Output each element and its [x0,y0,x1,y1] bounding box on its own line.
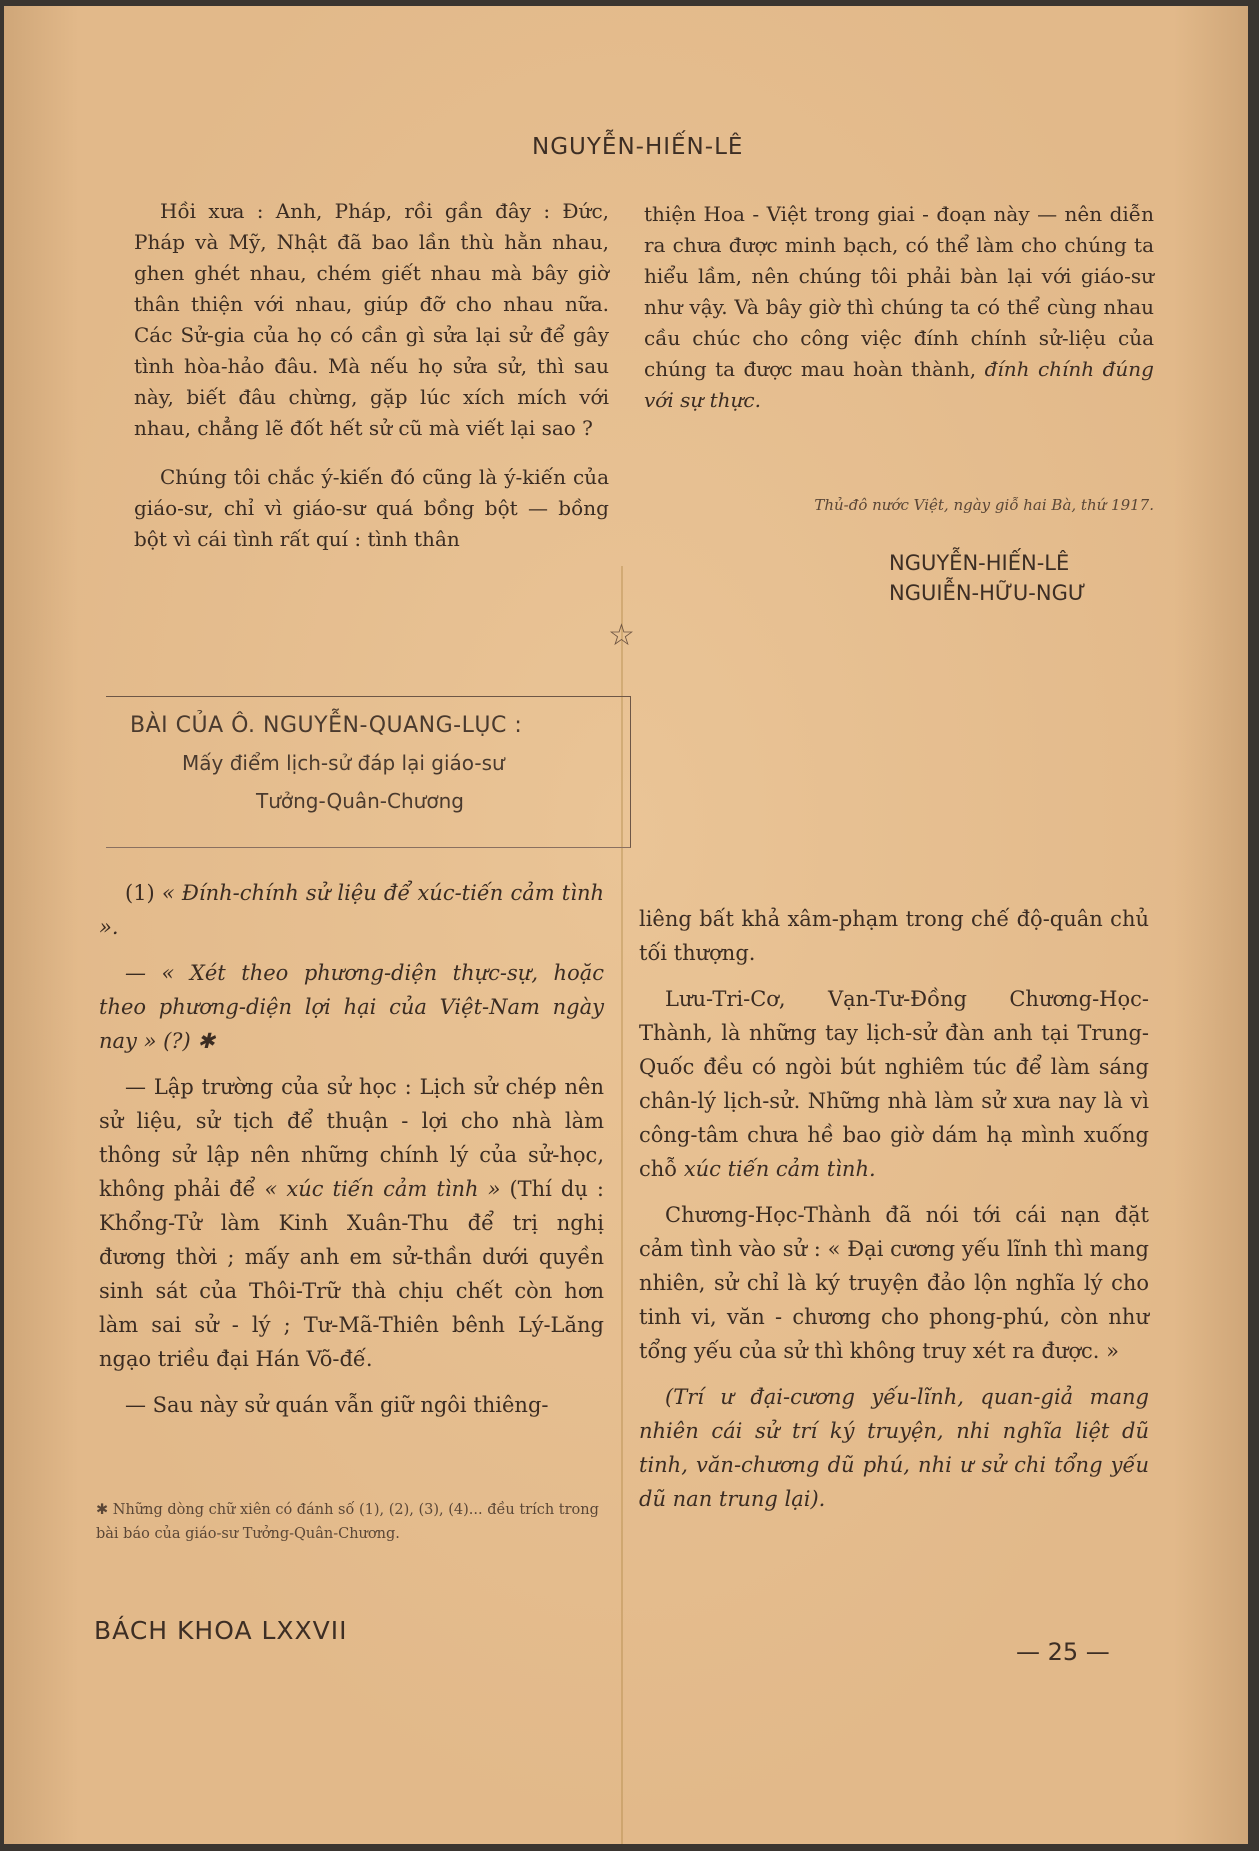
italic-run: « Đính-chính sử liệu để xúc-tiến cảm tình ». [99,881,604,939]
signature-2: NGUIỄN-HỮU-NGƯ [889,581,1086,605]
article-subtitle: Mấy điểm lịch-sử đáp lại giáo-sư [182,751,505,775]
text-run: — Lập trường của sử học : Lịch sử chép nên sử liệu, sử tịch để thuận - lợi cho nhà làm thông sử lập nên những chính lý của sử-học, không phải để [99,1075,604,1201]
article-title-box [106,696,631,848]
signature-1: NGUYỄN-HIẾN-LÊ [889,551,1070,575]
paragraph: liêng bất khả xâm-phạm trong chế độ-quân chủ tối thượng. [639,907,1149,965]
article-title: BÀI CỦA Ô. NGUYỄN-QUANG-LỤC : [130,713,523,738]
scanned-page [4,6,1248,1844]
quote: — « Xét theo phương-diện thực-sự, hoặc theo phương-diện lợi hại của Việt-Nam ngày nay » (?) ✱ [99,961,604,1053]
dateline: Thủ-đô nước Việt, ngày giỗ hai Bà, thứ 1917. [814,496,1154,514]
bottom-right-column [639,902,1149,1528]
top-left-column [134,196,609,573]
bottom-left-column [99,876,604,1434]
quote-number: (1) [125,881,162,905]
paragraph: Chương-Học-Thành đã nói tới cái nạn đặt cảm tình vào sử : « Đại cương yếu lĩnh thì mang nhiên, sử chỉ là ký truyện đảo lộn nghĩa lý cho tinh vi, văn - chương cho phong-phú, còn như tổng yếu của sử thì không truy xét ra được. » [639,1203,1149,1363]
running-header: NGUYỄN-HIẾN-LÊ [532,134,744,160]
paragraph: Chúng tôi chắc ý-kiến đó cũng là ý-kiến của giáo-sư, chỉ vì giáo-sư quá bồng bột — bồng bột vì cái tình rất quí : tình thân [134,465,609,551]
paragraph: — Sau này sử quán vẫn giữ ngôi thiêng- [125,1393,549,1417]
top-right-column [644,199,1154,434]
text-run: thiện Hoa - Việt trong giai - đoạn này — nên diễn ra chưa được minh bạch, có thể làm cho chúng ta hiểu lầm, nên chúng tôi phải bàn lại với giáo-sư như vậy. Và bây giờ thì chúng ta có thể cùng nhau cầu chúc cho công việc đính chính sử-liệu của chúng ta được mau hoàn thành, [644,202,1154,381]
publication-name: BÁCH KHOA LXXVII [94,1616,348,1645]
star-divider-icon: ☆ [608,618,635,653]
paragraph [639,982,1149,1186]
page-number: — 25 — [1016,1638,1110,1666]
quote [99,876,604,944]
footnote: ✱ Những dòng chữ xiên có đánh số (1), (2), (3), (4)... đều trích trong bài báo của giáo-sư Tưởng-Quân-Chương. [96,1502,599,1542]
italic-run: « xúc tiến cảm tình » [264,1177,501,1201]
text-run: (Thí dụ : Khổng-Tử làm Kinh Xuân-Thu để trị nghị đương thời ; mấy anh em sử-thần dưới quyền sinh sát của Thôi-Trữ thà chịu chết còn hơn làm sai sử - lý ; Tư-Mã-Thiên bênh Lý-Lăng ngạo triều đại Hán Võ-đế. [99,1177,604,1371]
text-run: Lưu-Tri-Cơ, Vạn-Tư-Đồng Chương-Học-Thành, là những tay lịch-sử đàn anh tại Trung-Quốc đều có ngòi bút nghiêm túc để làm sáng chân-lý lịch-sử. Những nhà làm sử xưa nay là vì công-tâm chưa hề bao giờ dám hạ mình xuống chỗ [639,987,1149,1181]
paragraph: Hồi xưa : Anh, Pháp, rồi gần đây : Đức, Pháp và Mỹ, Nhật đã bao lần thù hằn nhau, ghen ghét nhau, chém giết nhau mà bây giờ thân thiện với nhau, giúp đỡ cho nhau nữa. Các Sử-gia của họ có cần gì sửa lại sử để gây tình hòa-hảo đâu. Mà nếu họ sửa sử, thì sau này, biết đâu chừng, gặp lúc xích mích với nhau, chẳng lẽ đốt hết sử cũ mà viết lại sao ? [134,199,609,440]
paragraph [99,1070,604,1376]
article-subtitle-name: Tưởng-Quân-Chương [256,789,464,813]
italic-run: xúc tiến cảm tình. [683,1157,876,1181]
italic-run: đính chính đúng với sự thực. [644,357,1154,412]
paragraph: (Trí ư đại-cương yếu-lĩnh, quan-giả mang nhiên cái sử trí ký truyện, nhi nghĩa liệt dũ tinh, văn-chương dũ phú, nhi ư sử chi tổng yếu dũ nan trung lại). [639,1385,1149,1511]
paragraph [644,199,1154,416]
